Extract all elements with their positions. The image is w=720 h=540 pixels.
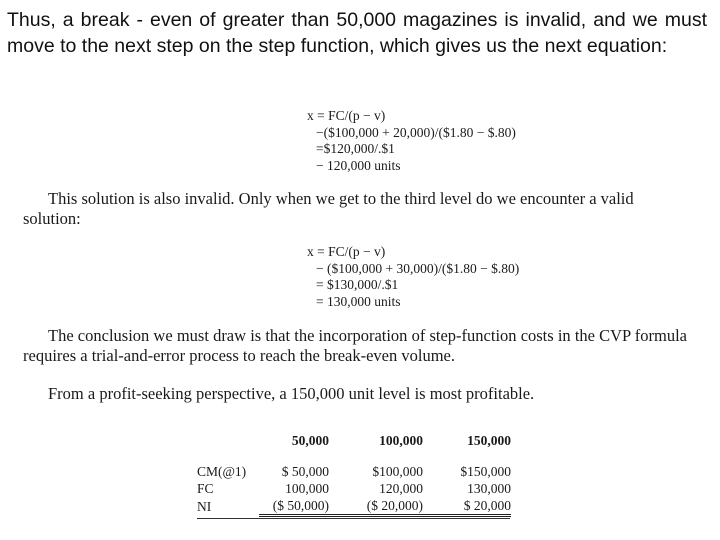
equation-2-line: = $130,000/.$1: [316, 277, 399, 292]
table-cell: 130,000: [467, 481, 511, 496]
intro-paragraph: Thus, a break - even of greater than 50,000 magazines is invalid, and we must move to the next step on the step function, which gives us the next equation:: [7, 9, 707, 57]
table-header-cell: [197, 432, 259, 463]
conclusion-paragraph: The conclusion we must draw is that the incorporation of step-function costs in the CVP formula requires a trial-and-error process to reach the break-even volume.: [23, 326, 687, 365]
row-label: NI: [197, 498, 212, 514]
table-header-cell: 100,000: [379, 433, 423, 448]
equation-1-line: −($100,000 + 20,000)/($1.80 − $.80): [316, 124, 516, 140]
solution-invalid-paragraph: This solution is also invalid. Only when we get to the third level do we encounter a valid solution:: [23, 189, 634, 228]
table-row: [197, 480, 511, 497]
table-cell: ($ 50,000): [259, 497, 329, 516]
profit-table: [197, 432, 511, 517]
table-header-cell: 150,000: [467, 433, 511, 448]
equation-1: [307, 108, 516, 174]
table-cell: $150,000: [460, 464, 511, 479]
table-header-row: [197, 432, 511, 463]
equation-2-line: = 130,000 units: [316, 293, 401, 309]
equation-1-line: =$120,000/.$1: [316, 141, 395, 156]
equation-2-line: − ($100,000 + 30,000)/($1.80 − $.80): [316, 260, 520, 276]
row-label: FC: [197, 481, 214, 496]
profit-perspective-paragraph: From a profit-seeking perspective, a 150,000 unit level is most profitable.: [48, 384, 535, 403]
table-cell: 120,000: [379, 481, 423, 496]
equation-1-line: x = FC/(p − v): [307, 108, 386, 123]
equation-2: [307, 244, 519, 310]
equation-2-line: x = FC/(p − v): [307, 244, 386, 259]
table-cell: 100,000: [285, 481, 329, 496]
table-header-cell: 50,000: [291, 433, 329, 448]
table-cell: ($ 20,000): [329, 497, 423, 516]
table-bottom-rule: [197, 518, 510, 519]
table-row: [197, 463, 511, 480]
table-row: [197, 497, 511, 516]
table-cell: $100,000: [372, 464, 423, 479]
table-cell: $ 50,000: [281, 464, 329, 479]
equation-1-line: − 120,000 units: [316, 157, 401, 173]
table-cell: $ 20,000: [423, 497, 511, 516]
row-label: CM(@1): [197, 464, 247, 479]
